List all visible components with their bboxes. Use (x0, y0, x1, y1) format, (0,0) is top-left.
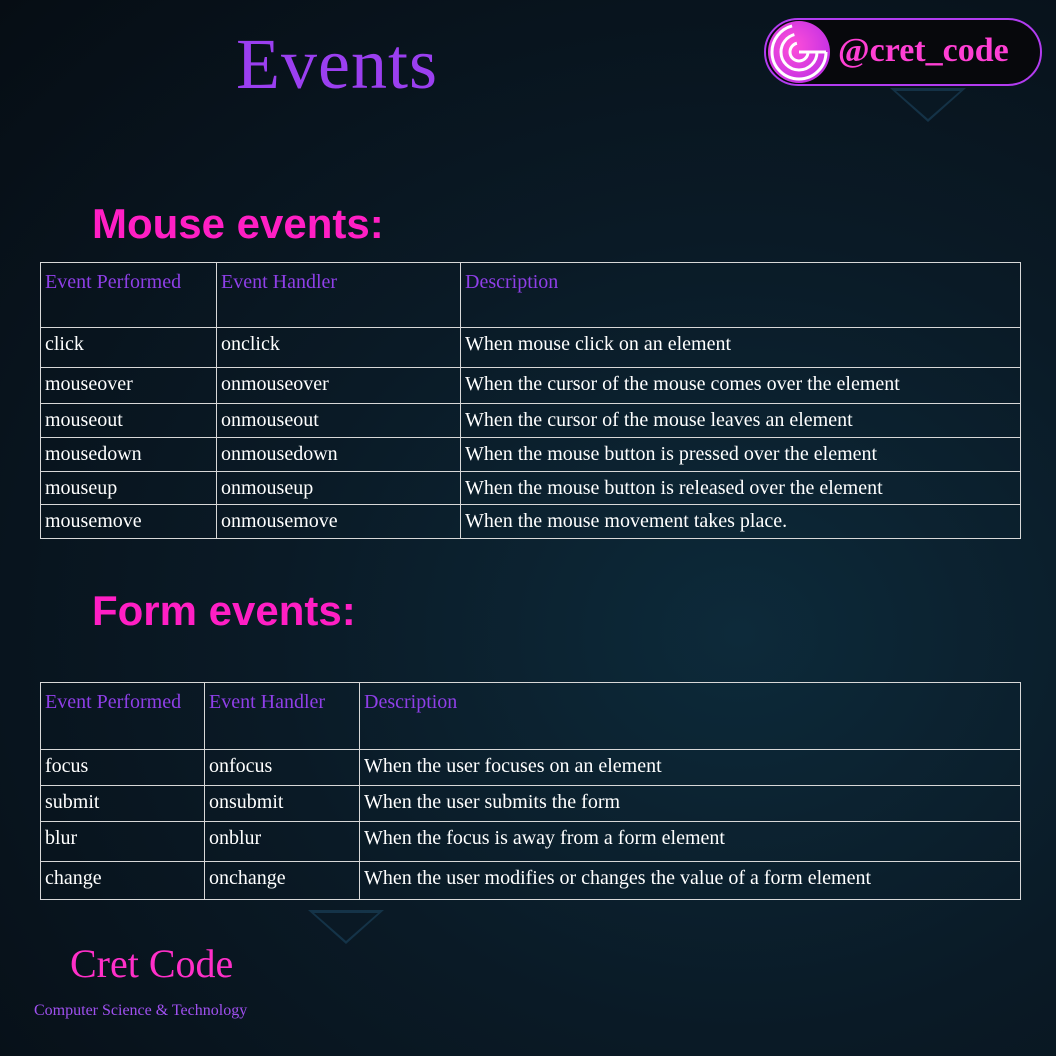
table-row (41, 472, 1021, 505)
handler-cell: onmousedown (217, 438, 461, 472)
handle-badge (764, 18, 1042, 86)
table-header-row (41, 683, 1021, 750)
event-cell: mousemove (41, 505, 217, 539)
handler-cell: onmousemove (217, 505, 461, 539)
handler-cell: onchange (205, 862, 360, 900)
event-cell: focus (41, 750, 205, 786)
handler-cell: onmouseup (217, 472, 461, 505)
description-cell: When the cursor of the mouse leaves an element (461, 404, 1021, 438)
event-cell: mouseout (41, 404, 217, 438)
mouse-events-table (40, 262, 1021, 539)
mouse-events-heading: Mouse events: (92, 200, 384, 247)
description-cell: When the mouse button is released over the element (461, 472, 1021, 505)
event-cell: mouseup (41, 472, 217, 505)
table-header-row (41, 263, 1021, 328)
column-header: Event Handler (217, 263, 461, 328)
event-cell: click (41, 328, 217, 368)
description-cell: When mouse click on an element (461, 328, 1021, 368)
event-cell: mousedown (41, 438, 217, 472)
decorative-triangle (890, 88, 966, 122)
column-header: Event Performed (41, 683, 205, 750)
brand-tagline: Computer Science & Technology (34, 1002, 248, 1019)
table-row (41, 368, 1021, 404)
page-title: Events (236, 24, 438, 104)
table-row (41, 505, 1021, 539)
brand-name: Cret Code (70, 941, 234, 986)
description-cell: When the cursor of the mouse comes over the element (461, 368, 1021, 404)
event-cell: submit (41, 786, 205, 822)
event-cell: blur (41, 822, 205, 862)
description-cell: When the user focuses on an element (360, 750, 1021, 786)
table-row (41, 786, 1021, 822)
decorative-triangle (308, 910, 384, 944)
table-row (41, 822, 1021, 862)
handler-cell: onclick (217, 328, 461, 368)
column-header: Event Handler (205, 683, 360, 750)
table-row (41, 862, 1021, 900)
column-header: Description (461, 263, 1021, 328)
table-row (41, 750, 1021, 786)
description-cell: When the user submits the form (360, 786, 1021, 822)
description-cell: When the focus is away from a form element (360, 822, 1021, 862)
table-row (41, 404, 1021, 438)
handler-cell: onblur (205, 822, 360, 862)
table-row (41, 438, 1021, 472)
event-cell: change (41, 862, 205, 900)
handler-cell: onfocus (205, 750, 360, 786)
form-events-heading: Form events: (92, 587, 356, 634)
handle-text: @cret_code (838, 32, 1009, 69)
column-header: Description (360, 683, 1021, 750)
description-cell: When the mouse movement takes place. (461, 505, 1021, 539)
description-cell: When the mouse button is pressed over the element (461, 438, 1021, 472)
event-cell: mouseover (41, 368, 217, 404)
handler-cell: onmouseout (217, 404, 461, 438)
column-header: Event Performed (41, 263, 217, 328)
handler-cell: onsubmit (205, 786, 360, 822)
form-events-table (40, 682, 1021, 900)
table-row (41, 328, 1021, 368)
description-cell: When the user modifies or changes the value of a form element (360, 862, 1021, 900)
cret-code-logo-icon (768, 21, 830, 83)
handler-cell: onmouseover (217, 368, 461, 404)
